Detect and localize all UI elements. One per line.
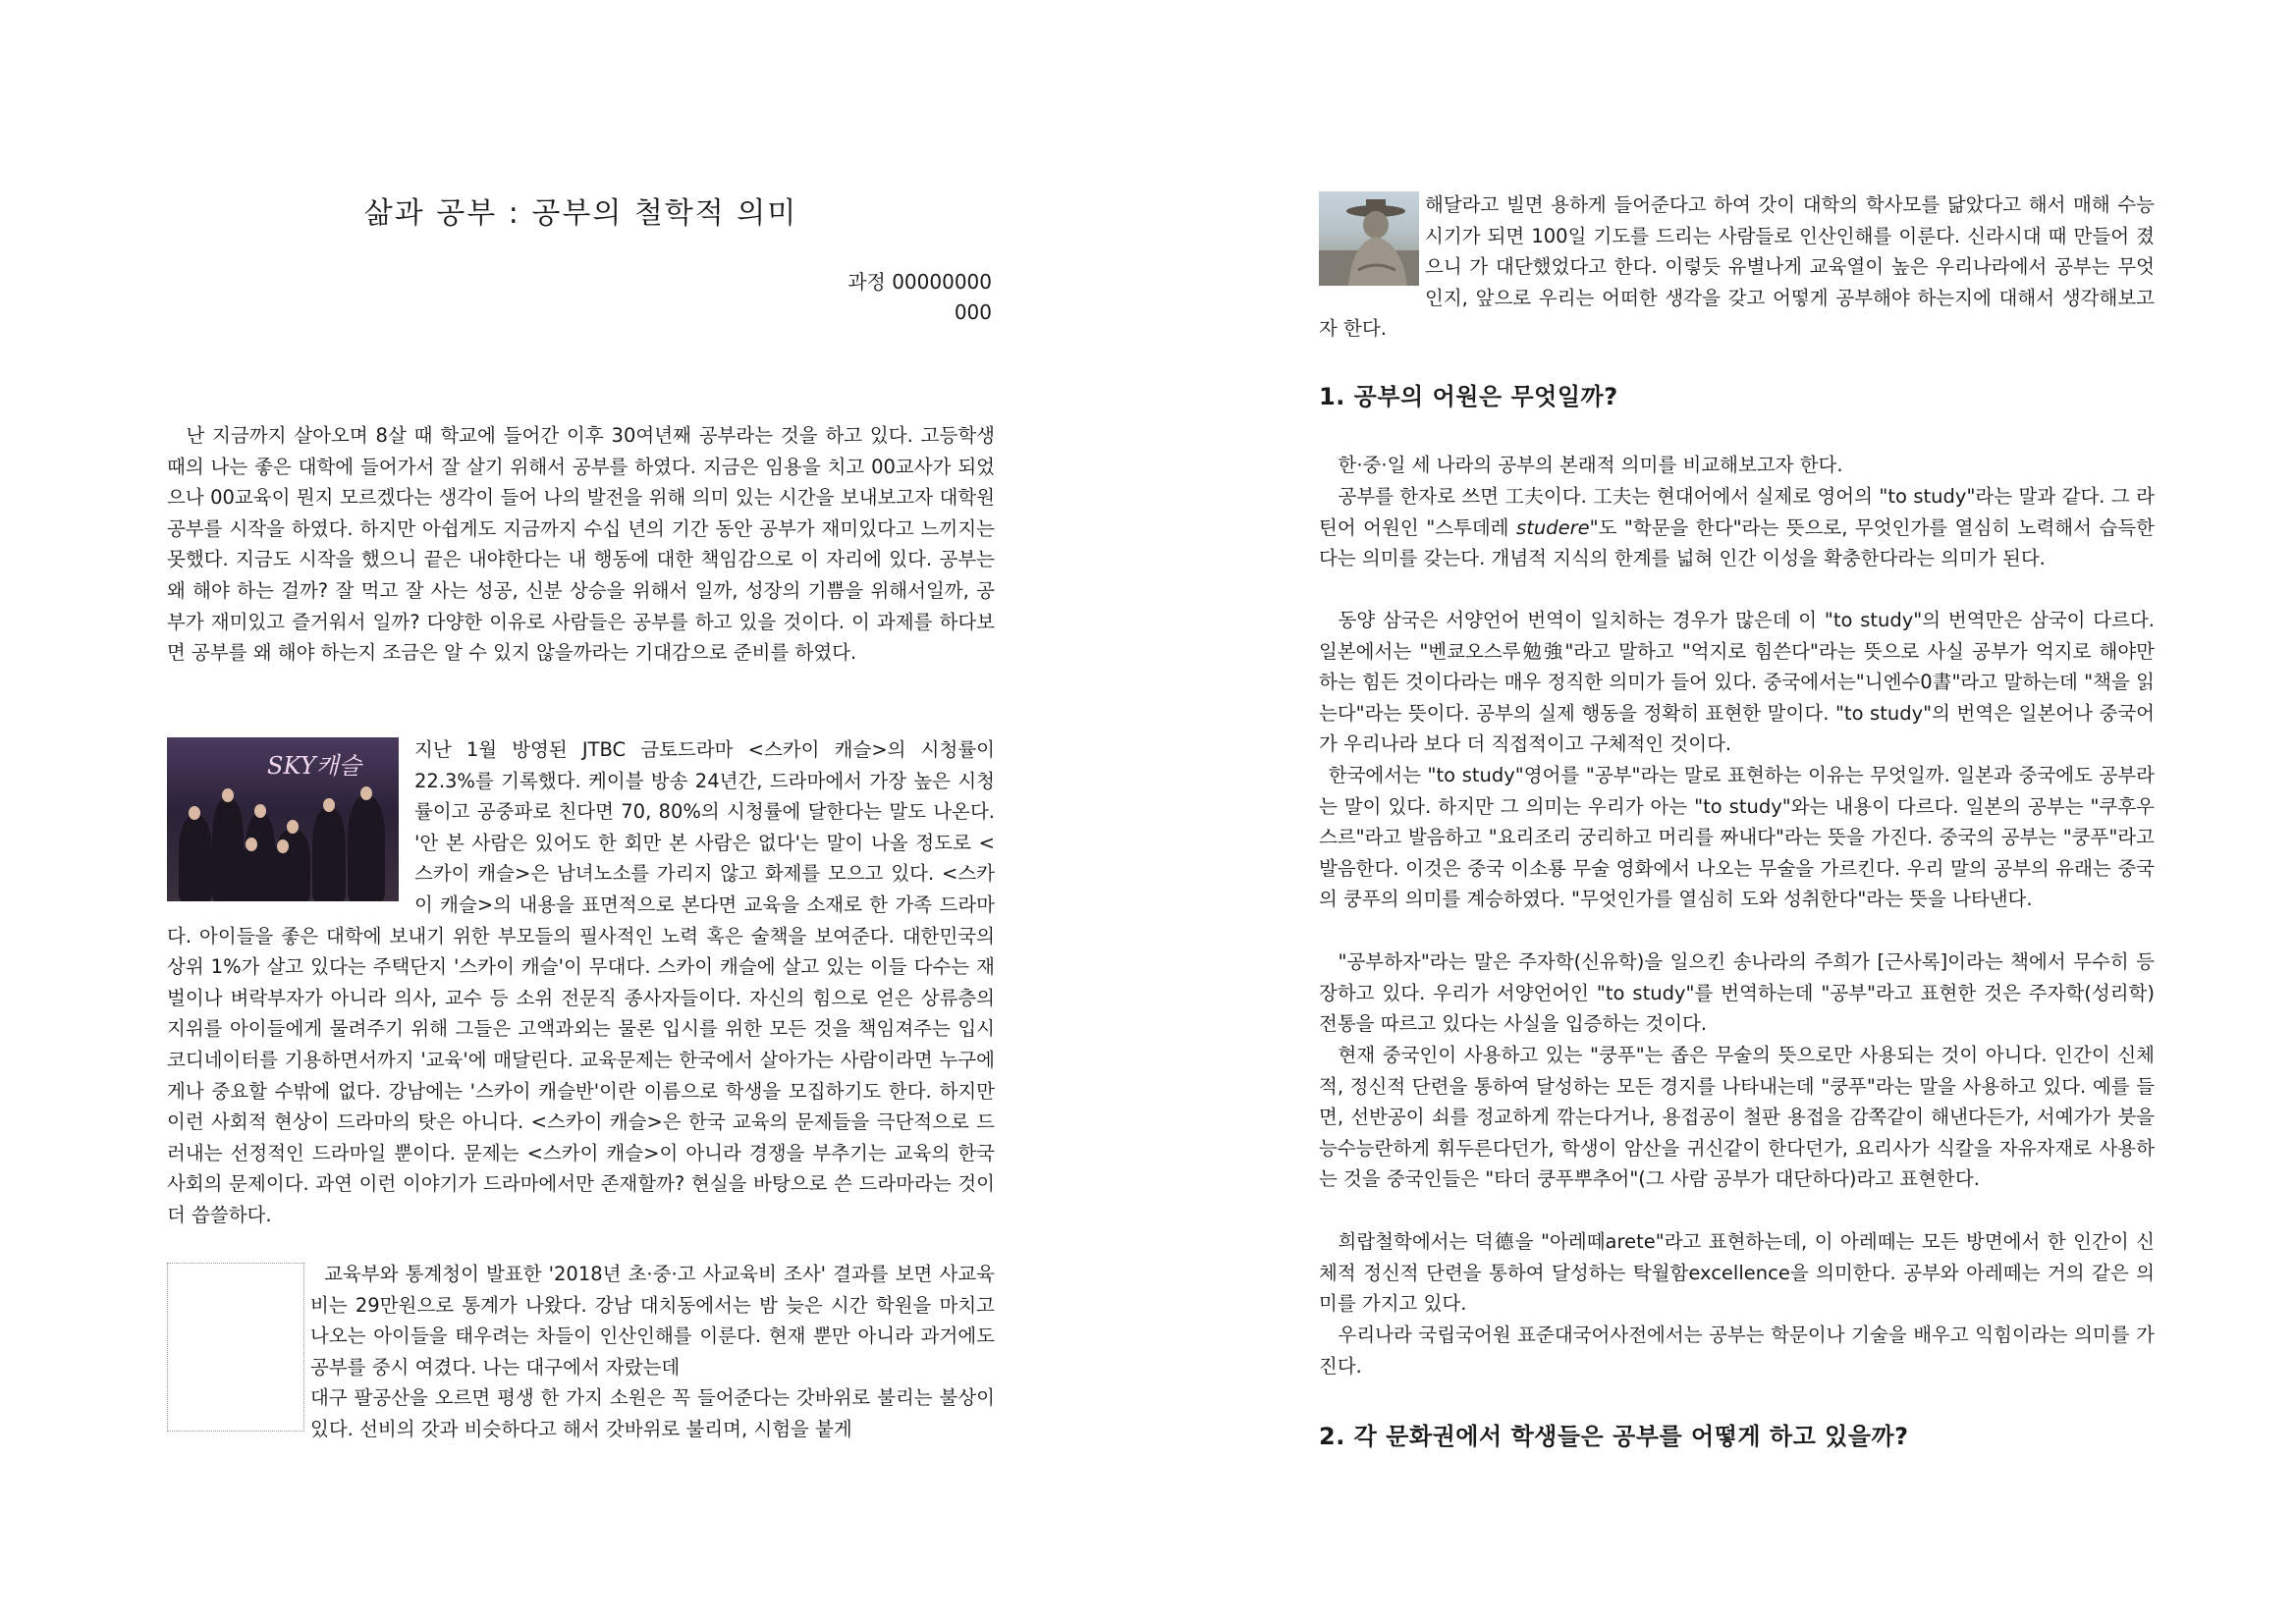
gatbawi-statue-image [1319,191,1419,286]
sky-castle-section [167,734,995,1231]
author-block [847,267,992,328]
paragraph-arete: 희랍철학에서는 덕德을 "아레떼arete"라고 표현하는데, 이 아레떼는 모든 방면에서 한 인간이 신체적 정신적 단련을 통하여 달성하는 탁월함excellence을 의미한다. 공부와 아레떼는 거의 같은 의미를 가지고 있다. [1319,1230,2155,1316]
paragraph-korea: 한국에서는 "to study"영어를 "공부"라는 말로 표현하는 이유는 무엇일까. 일본과 중국에도 공부라는 말이 있다. 하지만 그 의미는 우리가 아는 "to study"와는 내용이 다르다. 일본의 공부는 "쿠후우스르"라고 발음하고 "요리조리 궁리하고 머리를 짜내다"라는 뜻을 가진다. 중국의 공부는 "쿵푸"라고 발음한다. 이것은 중국 이소룡 무술 영화에서 나오는 무술을 가르킨다. 우리 말의 공부의 유래는 중국의 쿵푸의 의미를 계승하였다. "무엇인가를 열심히 도와 성취한다"라는 뜻을 나타낸다. [1319,764,2155,911]
paragraph-compare: 한·중·일 세 나라의 공부의 본래적 의미를 비교해보고자 한다. [1338,454,1843,476]
paragraph-juhui: "공부하자"라는 말은 주자학(신유학)을 일으킨 송나라의 주희가 [근사록]이라는 책에서 무수히 등장하고 있다. 우리가 서양언어인 "to study"를 번역하는데 "공부"라고 표현한 것은 주자학(성리학) 전통을 따르고 있다는 사실을 입증하는 것이다. [1319,950,2155,1036]
course-label: 과정 00000000 [847,270,992,294]
section-heading-2: 2. 각 문화권에서 학생들은 공부를 어떻게 하고 있을까? [1319,1423,1909,1450]
survey-paragraph: 교육부와 통계청이 발표한 '2018년 초·중·고 사교육비 조사' 결과를 보면 사교육비는 29만원으로 통계가 나왔다. 강남 대치동에서는 밤 늦은 시간 학원을 마치고 나오는 아이들을 태우려는 차들이 인산인해를 이룬다. 현재 뿐만 아니라 과거에도 공부를 중시 여겼다. 나는 대구에서 자랐는데 대구 팔공산을 오르면 평생 한 가지 소원은 꼭 들어준다는 갓바위로 불리는 불상이 있다. 선비의 갓과 비슷하다고 해서 갓바위로 불리며, 시험을 붙게 [310,1263,995,1440]
paragraph-kungfu: 현재 중국인이 사용하고 있는 "쿵푸"는 좁은 무술의 뜻으로만 사용되는 것이 아니다. 인간이 신체적, 정신적 단련을 통하여 달성하는 모든 경지를 나타내는데 "쿵푸"라는 말을 사용하고 있다. 예를 들면, 선반공이 쇠를 정교하게 깎는다거나, 용접공이 철판 용접을 감쪽같이 해낸다든가, 서예가가 붓을 능수능란하게 휘두른다던가, 학생이 암산을 귀신같이 한다던가, 요리사가 식칼을 자유자재로 사용하는 것을 중국인들은 "타더 쿵푸뿌추어"(그 사람 공부가 대단하다)라고 표현한다. [1319,1044,2155,1191]
document-title: 삶과 공부 : 공부의 철학적 의미 [363,196,798,231]
author-name: 000 [954,300,992,324]
missing-image-placeholder [167,1263,304,1432]
sky-castle-poster-image [167,737,399,901]
gatbawi-paragraph: 해달라고 빌면 용하게 들어준다고 하여 갓이 대학의 학사모를 닮았다고 해서 매해 수능 시기가 되면 100일 기도를 드리는 사람들로 인산인해를 이룬다. 신라시대 때 만들어 졌으니 가 대단했었다고 한다. 이렇듯 유별나게 교육열이 높은 우리나라에서 공부는 무엇인지, 앞으로 우리는 어떠한 생각을 갖고 어떻게 공부해야 하는지에 대해서 생각해보고자 한다. [1319,193,2155,341]
statue-drawing [1319,191,1419,286]
gatbawi-section [1319,189,2155,345]
paragraph-gongbu-hanja: 공부를 한자로 쓰면 工夫이다. 工夫는 현대어에서 실제로 영어의 "to study"라는 말과 같다. 그 라틴어 어원인 "스투데레 studere"도 "학문을 한다"라는 뜻으로, 무엇인가를 열심히 노력해서 습득한다는 의미를 갖는다. 개념적 지식의 한계를 넓혀 인간 이성을 확충한다라는 의미가 된다. [1319,485,2155,570]
paragraph-east-asia: 동양 삼국은 서양언어 번역이 일치하는 경우가 많은데 이 "to study"의 번역만은 삼국이 다르다. 일본에서는 "벤쿄오스루勉強"라고 말하고 "억지로 힘쓴다"라는 뜻으로 사실 공부가 억지로 해야만 하는 힘든 것이다라는 매우 정직한 의미가 들어 있다. 중국에서는"니엔수0書"라고 말하는데 "책을 읽는다"라는 뜻이다. 공부의 실제 행동을 정확히 표현한 말이다. "to study"의 번역은 일본어나 중국어가 우리나라 보다 더 직접적이고 구체적인 것이다. [1319,609,2155,756]
intro-paragraph: 난 지금까지 살아오며 8살 때 학교에 들어간 이후 30여년째 공부라는 것을 하고 있다. 고등학생 때의 나는 좋은 대학에 들어가서 잘 살기 위해서 공부를 하였다. 지금은 임용을 치고 00교사가 되었으나 00교육이 뭔지 모르겠다는 생각이 들어 나의 발전을 위해 의미 있는 시간을 보내보고자 대학원 공부를 시작을 하였다. 하지만 아쉽게도 지금까지 수십 년의 기간 동안 공부가 재미있다고 느끼지는 못했다. 지금도 시작을 했으니 끝은 내야한다는 내 행동에 대한 책임감으로 이 자리에 있다. 공부는 왜 해야 하는 걸까? 잘 먹고 잘 사는 성공, 신분 상승을 위해서 일까, 성장의 기쁨을 위해서일까, 공부가 재미있고 즐거워서 일까? 다양한 이유로 사람들은 공부를 하고 있을 것이다. 이 과제를 하다보면 공부를 왜 해야 하는지 조금은 알 수 있지 않을까라는 기대감으로 준비를 하였다. [167,424,995,665]
sky-castle-paragraph: 지난 1월 방영된 JTBC 금토드라마 <스카이 캐슬>의 시청률이 22.3%를 기록했다. 케이블 방송 24년간, 드라마에서 가장 높은 시청률이고 공중파로 친다면 70, 80%의 시청률에 달한다는 말도 나온다. '안 본 사람은 있어도 한 회만 본 사람은 없다'는 말이 나올 정도로 <스카이 캐슬>은 남녀노소를 가리지 않고 화제를 모으고 있다. <스카이 캐슬>의 내용을 표면적으로 본다면 교육을 소재로 한 가족 드라마다. 아이들을 좋은 대학에 보내기 위한 부모들의 필사적인 노력 혹은 술책을 보여준다. 대한민국의 상위 1%가 살고 있다는 주택단지 '스카이 캐슬'이 무대다. 스카이 캐슬에 살고 있는 이들 다수는 재벌이나 벼락부자가 아니라 의사, 교수 등 소위 전문직 종사자들이다. 자신의 힘으로 얻은 상류층의 지위를 아이들에게 물려주기 위해 그들은 고액과외는 물론 입시를 위한 모든 것을 책임져주는 입시 코디네이터를 기용하면서까지 '교육'에 매달린다. 교육문제는 한국에서 살아가는 사람이라면 누구에게나 중요할 수밖에 없다. 강남에는 '스카이 캐슬반'이란 이름으로 학생을 모집하기도 한다. 하지만 이런 사회적 현상이 드라마의 탓은 아니다. <스카이 캐슬>은 한국 교육의 문제들을 극단적으로 드러내는 선정적인 드라마일 뿐이다. 문제는 <스카이 캐슬>이 아니라 경쟁을 부추기는 교육의 한국 사회의 문제이다. 과연 이런 이야기가 드라마에서만 존재할까? 현실을 바탕으로 쓴 드라마라는 것이 더 씁쓸하다. [167,738,995,1226]
survey-section [167,1259,995,1445]
paragraph-dictionary: 우리나라 국립국어원 표준대국어사전에서는 공부는 학문이나 기술을 배우고 익힘이라는 의미를 가진다. [1319,1324,2155,1378]
section-heading-1: 1. 공부의 어원은 무엇일까? [1319,383,1618,410]
right-page [1148,0,2296,1623]
poster-logo: SKY캐슬 [267,752,361,780]
